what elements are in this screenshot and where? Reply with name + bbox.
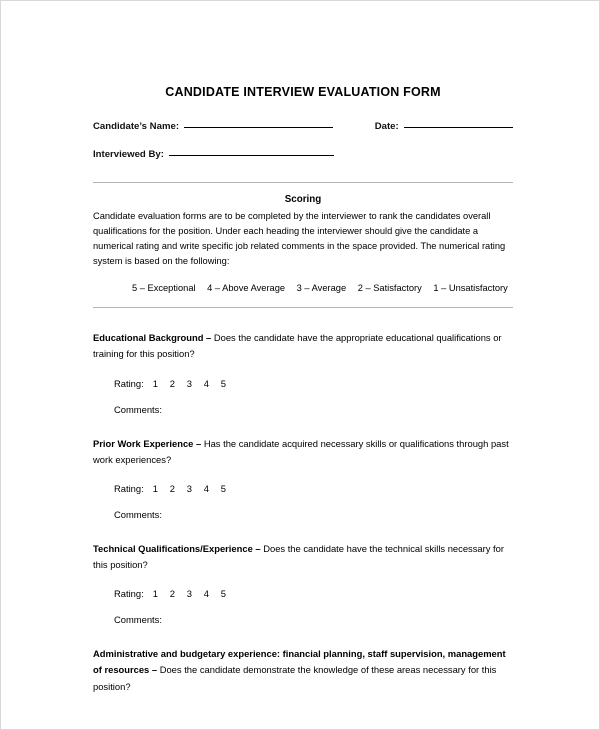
- question-title: Administrative and budgetary experience: financial planning, staff supervision, management of resources –: [93, 648, 506, 676]
- rating-label: Rating:: [114, 377, 144, 389]
- question-title: Educational Background –: [93, 332, 212, 344]
- date-label: Date:: [374, 121, 399, 132]
- rating-option-5[interactable]: 5: [220, 588, 226, 600]
- candidate-name-row: [93, 121, 513, 132]
- rating-option-1[interactable]: 1: [152, 377, 158, 389]
- rating-option-5[interactable]: 5: [220, 377, 226, 389]
- scoring-instructions: Candidate evaluation forms are to be completed by the interviewer to rank the candidates overall qualifications for the position. Under each heading the interviewer should give the candidate a numerical rating and write specific job related comments in the space provided. The numerical rating system is based on the following:: [93, 211, 506, 267]
- comments-label[interactable]: Comments:: [114, 508, 162, 520]
- question-block-prior-work-experience: [93, 436, 513, 520]
- rating-label: Rating:: [114, 588, 144, 600]
- question-prompt: Does the candidate demonstrate the knowledge of these areas necessary for this position?: [93, 664, 497, 692]
- rating-option-3[interactable]: 3: [186, 588, 192, 600]
- document-content: [93, 1, 513, 695]
- rating-option-3[interactable]: 3: [186, 482, 192, 494]
- rating-row: [114, 588, 513, 599]
- interviewed-by-label: Interviewed By:: [93, 149, 164, 160]
- scale-item-5: 5 – Exceptional: [132, 283, 196, 294]
- comments-label[interactable]: Comments:: [114, 403, 162, 415]
- rating-option-4[interactable]: 4: [203, 482, 209, 494]
- divider-bottom: [93, 307, 513, 308]
- question-prompt: Does the candidate have the technical skills necessary for this position?: [93, 542, 504, 571]
- rating-option-2[interactable]: 2: [169, 588, 175, 600]
- question-title: Technical Qualifications/Experience –: [93, 542, 261, 554]
- scale-item-4: 4 – Above Average: [207, 283, 286, 294]
- question-text: [93, 541, 513, 573]
- comments-label[interactable]: Comments:: [114, 614, 162, 626]
- rating-option-3[interactable]: 3: [186, 377, 192, 389]
- question-text: [93, 330, 513, 362]
- question-prompt: Has the candidate acquired necessary skills or qualifications through past work experiences?: [93, 437, 509, 465]
- question-title: Prior Work Experience –: [93, 437, 202, 449]
- scoring-scale: [132, 283, 513, 293]
- rating-option-2[interactable]: 2: [169, 482, 175, 494]
- interviewed-by-row: [93, 149, 513, 160]
- rating-option-4[interactable]: 4: [203, 588, 209, 600]
- rating-option-5[interactable]: 5: [220, 482, 226, 494]
- rating-label: Rating:: [114, 482, 144, 494]
- divider-top: [93, 182, 513, 183]
- rating-row: [114, 378, 513, 389]
- interviewed-by-input[interactable]: [169, 155, 334, 156]
- question-block-educational-background: [93, 330, 513, 414]
- scale-item-2: 2 – Satisfactory: [357, 283, 422, 294]
- question-prompt: Does the candidate have the appropriate educational qualifications or training for this position?: [93, 332, 502, 360]
- question-block-technical-qualifications: [93, 541, 513, 625]
- rating-option-1[interactable]: 1: [152, 482, 158, 494]
- rating-option-2[interactable]: 2: [169, 377, 175, 389]
- rating-row: [114, 483, 513, 494]
- candidate-name-label: Candidate’s Name:: [93, 121, 180, 132]
- scale-item-1: 1 – Unsatisfactory: [433, 283, 508, 294]
- rating-option-4[interactable]: 4: [203, 377, 209, 389]
- date-input[interactable]: [404, 127, 513, 128]
- candidate-name-input[interactable]: [184, 127, 333, 128]
- page-title: CANDIDATE INTERVIEW EVALUATION FORM: [165, 85, 441, 99]
- question-text: [93, 646, 513, 695]
- question-text: [93, 436, 513, 468]
- scoring-heading: Scoring: [284, 194, 322, 205]
- scale-item-3: 3 – Average: [296, 283, 347, 294]
- question-block-administrative-budgetary-experience: [93, 646, 513, 695]
- rating-option-1[interactable]: 1: [152, 588, 158, 600]
